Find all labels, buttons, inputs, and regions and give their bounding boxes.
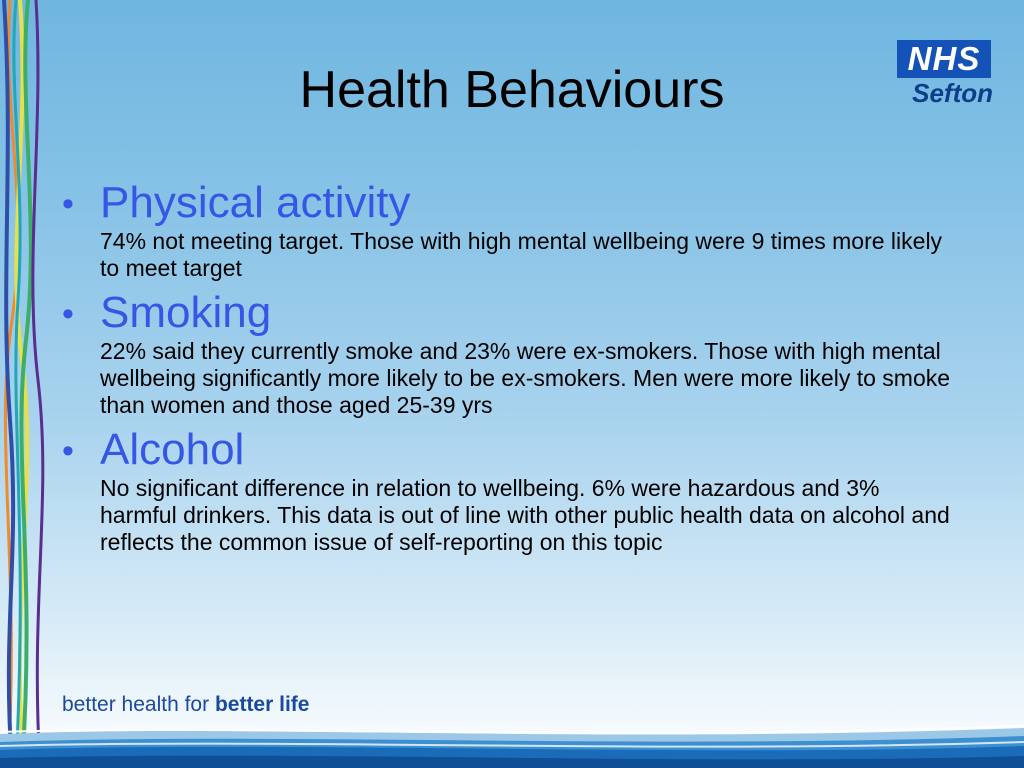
logo-subtitle: Sefton (912, 78, 993, 108)
tagline-plain: better health for (62, 693, 215, 716)
bullet-list (62, 178, 962, 562)
bullet-text: 22% said they currently smoke and 23% were ex-smokers. Those with high mental wellbeing significantly more likely to be ex-smokers. Men were more likely to smoke than women and those aged 25-39 yrs (100, 338, 951, 418)
bullet-heading: Alcohol (100, 425, 245, 474)
bullet-item (62, 425, 962, 556)
bullet-text: 74% not meeting target. Those with high mental wellbeing were 9 times more likely to meet target (100, 228, 943, 281)
nhs-logo-box: NHS (897, 40, 991, 78)
tagline-bold: better life (214, 693, 310, 716)
bullet-text: No significant difference in relation to wellbeing. 6% were hazardous and 3% harmful drinkers. This data is out of line with other public health data on alcohol and reflects the common issue of self-reporting on this topic (100, 475, 950, 555)
nhs-sefton-logo (897, 40, 997, 108)
bullet-icon: • (62, 432, 74, 470)
bullet-heading: Physical activity (100, 178, 411, 227)
bullet-heading: Smoking (100, 288, 272, 337)
bullet-item (62, 178, 962, 282)
bullet-item (62, 288, 962, 419)
bullet-icon: • (62, 185, 74, 223)
decorative-footer-waves (0, 720, 1024, 768)
bullet-icon: • (62, 295, 74, 333)
slide-title: Health Behaviours (299, 61, 725, 119)
footer-tagline (62, 693, 309, 717)
